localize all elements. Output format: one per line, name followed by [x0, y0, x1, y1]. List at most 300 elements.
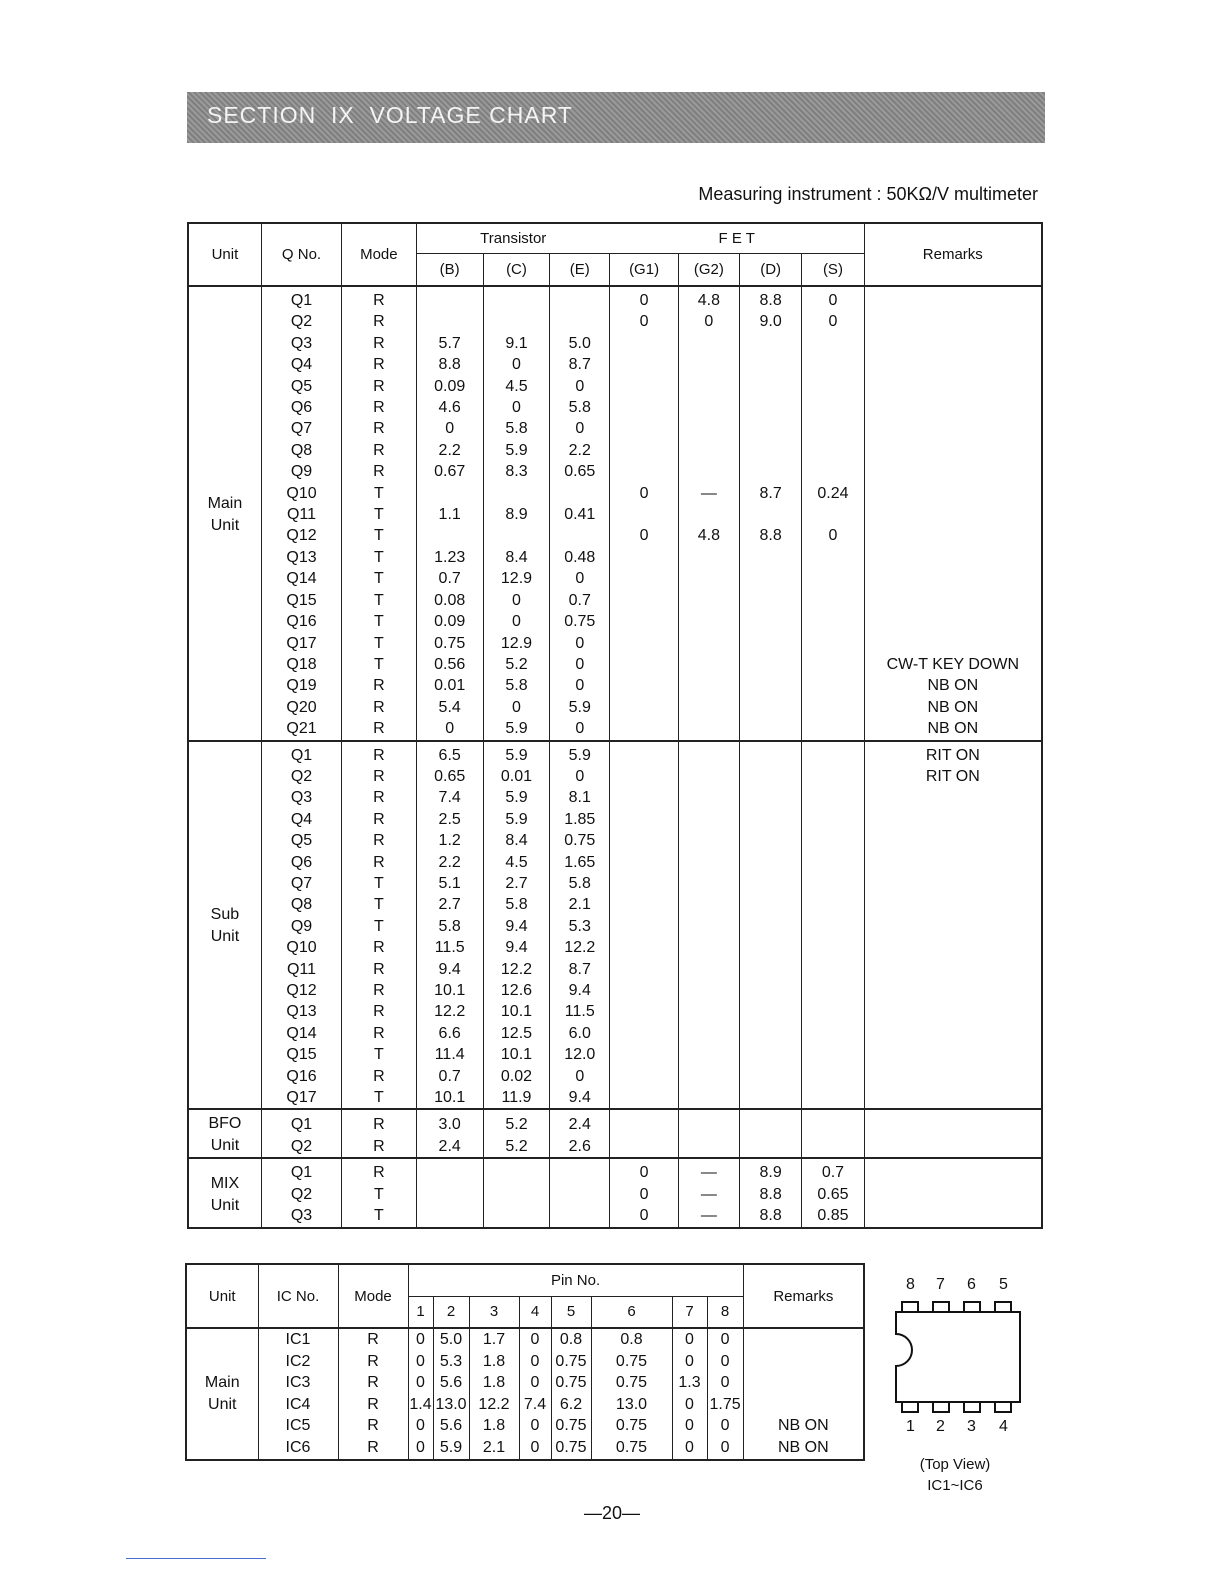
mode-cell: R [338, 1437, 408, 1460]
pin-4-voltage-cell: 0 [519, 1351, 551, 1373]
mode-cell: T [342, 483, 416, 504]
pin-5-voltage-cell: 0.75 [551, 1415, 591, 1437]
table-row [188, 483, 1042, 504]
table-row [188, 525, 1042, 546]
unit-group [188, 1158, 1042, 1227]
pin-4-voltage-cell: 0 [519, 1328, 551, 1351]
caption-top-view: (Top View) [919, 1456, 991, 1473]
ic-header-ic-no: IC No. [258, 1264, 338, 1328]
table-row [188, 333, 1042, 354]
g2-voltage-cell [678, 675, 739, 696]
q-number-cell: Q11 [261, 504, 341, 525]
table-row [188, 675, 1042, 696]
pin-8-voltage-cell: 0 [707, 1415, 743, 1437]
g2-voltage-cell [678, 937, 739, 958]
q-number-cell: Q12 [261, 980, 341, 1001]
q-number-cell: Q14 [261, 568, 341, 589]
g1-voltage-cell [610, 440, 678, 461]
pin-6-voltage-cell: 13.0 [591, 1394, 672, 1416]
d-voltage-cell [740, 461, 802, 482]
b-voltage-cell [416, 1184, 483, 1205]
table-row [188, 547, 1042, 568]
g1-voltage-cell [610, 568, 678, 589]
e-voltage-cell: 0 [550, 568, 610, 589]
e-voltage-cell: 2.1 [550, 894, 610, 915]
b-voltage-cell: 5.8 [416, 916, 483, 937]
remarks-cell [864, 1066, 1042, 1087]
remarks-cell [864, 1023, 1042, 1044]
ic-header-pin-7: 7 [672, 1296, 707, 1328]
b-voltage-cell: 0.65 [416, 766, 483, 787]
q-number-cell: Q2 [261, 1135, 341, 1158]
q-number-cell: Q9 [261, 461, 341, 482]
e-voltage-cell: 5.8 [550, 397, 610, 418]
b-voltage-cell: 2.7 [416, 894, 483, 915]
c-voltage-cell: 5.2 [483, 1109, 549, 1135]
c-voltage-cell: 0.02 [483, 1066, 549, 1087]
table-row [188, 654, 1042, 675]
s-voltage-cell [802, 1109, 864, 1135]
mode-cell: T [342, 590, 416, 611]
e-voltage-cell: 2.6 [550, 1135, 610, 1158]
b-voltage-cell [416, 286, 483, 311]
q-number-cell: Q1 [261, 286, 341, 311]
b-voltage-cell: 9.4 [416, 959, 483, 980]
c-voltage-cell: 0 [483, 354, 549, 375]
q-number-cell: Q2 [261, 1184, 341, 1205]
mode-cell: R [342, 809, 416, 830]
remarks-cell [864, 286, 1042, 311]
s-voltage-cell [802, 787, 864, 808]
q-number-cell: Q9 [261, 916, 341, 937]
s-voltage-cell [802, 1066, 864, 1087]
g2-voltage-cell [678, 418, 739, 439]
header-e: (E) [550, 253, 610, 286]
b-voltage-cell: 5.4 [416, 697, 483, 718]
e-voltage-cell: 0 [550, 418, 610, 439]
table-row [186, 1351, 864, 1373]
q-number-cell: Q17 [261, 1087, 341, 1109]
mode-cell: T [342, 1044, 416, 1065]
pin-6-voltage-cell: 0.75 [591, 1351, 672, 1373]
b-voltage-cell: 7.4 [416, 787, 483, 808]
e-voltage-cell: 0.48 [550, 547, 610, 568]
s-voltage-cell [802, 633, 864, 654]
g1-voltage-cell [610, 397, 678, 418]
table-row [188, 959, 1042, 980]
table-row [188, 1023, 1042, 1044]
s-voltage-cell [802, 894, 864, 915]
remarks-cell [864, 633, 1042, 654]
e-voltage-cell [550, 286, 610, 311]
g1-voltage-cell [610, 830, 678, 851]
g2-voltage-cell [678, 633, 739, 654]
remarks-cell [864, 916, 1042, 937]
remarks-cell [864, 1205, 1042, 1227]
ic-number-cell: IC6 [258, 1437, 338, 1460]
unit-label: Unit [208, 1395, 237, 1413]
g2-voltage-cell: — [678, 1158, 739, 1183]
e-voltage-cell: 0 [550, 654, 610, 675]
table-row [188, 1158, 1042, 1183]
remarks-cell [864, 525, 1042, 546]
e-voltage-cell [550, 525, 610, 546]
table-row [188, 568, 1042, 589]
q-number-cell: Q17 [261, 633, 341, 654]
q-number-cell: Q2 [261, 311, 341, 332]
g1-voltage-cell [610, 1023, 678, 1044]
mode-cell: R [342, 1066, 416, 1087]
remarks-cell [864, 376, 1042, 397]
q-number-cell: Q16 [261, 1066, 341, 1087]
remarks-cell: CW-T KEY DOWN [864, 654, 1042, 675]
pin-label-5: 5 [999, 1276, 1008, 1293]
g1-voltage-cell [610, 611, 678, 632]
table-row [188, 1109, 1042, 1135]
table-row [186, 1328, 864, 1351]
table-row [186, 1394, 864, 1416]
mode-cell: R [338, 1351, 408, 1373]
pin-8-voltage-cell: 0 [707, 1328, 743, 1351]
table-row [188, 461, 1042, 482]
e-voltage-cell: 0.75 [550, 611, 610, 632]
ic-header-pin-no: Pin No. [408, 1264, 743, 1296]
c-voltage-cell: 5.9 [483, 741, 549, 766]
b-voltage-cell: 2.2 [416, 440, 483, 461]
mode-cell: R [338, 1328, 408, 1351]
c-voltage-cell: 10.1 [483, 1044, 549, 1065]
remarks-cell [864, 980, 1042, 1001]
b-voltage-cell: 2.4 [416, 1135, 483, 1158]
d-voltage-cell [740, 809, 802, 830]
c-voltage-cell [483, 1158, 549, 1183]
q-number-cell: Q13 [261, 1001, 341, 1022]
e-voltage-cell: 0.65 [550, 461, 610, 482]
remarks-cell [864, 1184, 1042, 1205]
s-voltage-cell [802, 959, 864, 980]
remarks-cell: NB ON [864, 718, 1042, 740]
g2-voltage-cell [678, 873, 739, 894]
header-s: (S) [802, 253, 864, 286]
remarks-cell [743, 1351, 864, 1373]
remarks-cell [743, 1328, 864, 1351]
mode-cell: R [342, 787, 416, 808]
ic-header-pin-8: 8 [707, 1296, 743, 1328]
b-voltage-cell: 0.67 [416, 461, 483, 482]
d-voltage-cell [740, 418, 802, 439]
e-voltage-cell: 0.41 [550, 504, 610, 525]
e-voltage-cell: 0 [550, 1066, 610, 1087]
transistor-voltage-table [187, 222, 1043, 1229]
ic-header-remarks: Remarks [743, 1264, 864, 1328]
mode-cell: R [342, 461, 416, 482]
s-voltage-cell [802, 354, 864, 375]
d-voltage-cell [740, 830, 802, 851]
page-number: —20— [583, 1503, 641, 1523]
mode-cell: R [342, 376, 416, 397]
mode-cell: R [338, 1415, 408, 1437]
b-voltage-cell: 0.08 [416, 590, 483, 611]
q-number-cell: Q15 [261, 1044, 341, 1065]
table-row [188, 1001, 1042, 1022]
b-voltage-cell: 6.5 [416, 741, 483, 766]
pin-3-voltage-cell: 1.8 [469, 1372, 519, 1394]
g1-voltage-cell [610, 787, 678, 808]
mode-cell: R [342, 418, 416, 439]
header-b: (B) [416, 253, 483, 286]
header-g2: (G2) [678, 253, 739, 286]
remarks-cell: NB ON [864, 697, 1042, 718]
unit-label: Unit [210, 516, 240, 534]
q-number-cell: Q15 [261, 590, 341, 611]
e-voltage-cell: 0 [550, 766, 610, 787]
g1-voltage-cell [610, 1001, 678, 1022]
mode-cell: R [342, 718, 416, 740]
table-row [188, 873, 1042, 894]
remarks-cell [864, 354, 1042, 375]
d-voltage-cell [740, 1044, 802, 1065]
g2-voltage-cell [678, 333, 739, 354]
s-voltage-cell [802, 873, 864, 894]
pin-4-voltage-cell: 0 [519, 1437, 551, 1460]
d-voltage-cell [740, 1087, 802, 1109]
remarks-cell: NB ON [864, 675, 1042, 696]
pin-6-voltage-cell: 0.75 [591, 1437, 672, 1460]
ic-header-pin-1: 1 [408, 1296, 433, 1328]
remarks-cell: NB ON [743, 1437, 864, 1460]
mode-cell: R [342, 1001, 416, 1022]
ic-number-cell: IC2 [258, 1351, 338, 1373]
e-voltage-cell: 8.1 [550, 787, 610, 808]
c-voltage-cell: 0 [483, 590, 549, 611]
b-voltage-cell: 12.2 [416, 1001, 483, 1022]
c-voltage-cell [483, 286, 549, 311]
pin-7-voltage-cell: 0 [672, 1351, 707, 1373]
c-voltage-cell: 4.5 [483, 852, 549, 873]
g2-voltage-cell [678, 894, 739, 915]
pin-2-voltage-cell: 5.3 [433, 1351, 469, 1373]
table-row [188, 504, 1042, 525]
pin-2-voltage-cell: 5.0 [433, 1328, 469, 1351]
c-voltage-cell [483, 311, 549, 332]
remarks-cell [864, 1158, 1042, 1183]
header-d: (D) [740, 253, 802, 286]
g2-voltage-cell [678, 1001, 739, 1022]
table-row [188, 354, 1042, 375]
g2-voltage-cell [678, 611, 739, 632]
d-voltage-cell: 8.8 [740, 286, 802, 311]
ic-header-unit: Unit [186, 1264, 258, 1328]
pin-label-7: 7 [936, 1276, 945, 1293]
g1-voltage-cell: 0 [610, 1184, 678, 1205]
s-voltage-cell: 0.85 [802, 1205, 864, 1227]
q-number-cell: Q13 [261, 547, 341, 568]
b-voltage-cell [416, 525, 483, 546]
pin-7-voltage-cell: 0 [672, 1328, 707, 1351]
q-number-cell: Q5 [261, 376, 341, 397]
mode-cell: R [342, 1023, 416, 1044]
pin-6-voltage-cell: 0.8 [591, 1328, 672, 1351]
q-number-cell: Q2 [261, 766, 341, 787]
g1-voltage-cell [610, 547, 678, 568]
b-voltage-cell: 3.0 [416, 1109, 483, 1135]
g1-voltage-cell [610, 937, 678, 958]
unit-cell [188, 286, 261, 741]
table-row [188, 1066, 1042, 1087]
d-voltage-cell [740, 894, 802, 915]
remarks-cell [864, 311, 1042, 332]
pin-8-voltage-cell: 0 [707, 1437, 743, 1460]
remarks-cell [864, 504, 1042, 525]
pin-label-6: 6 [967, 1276, 976, 1293]
e-voltage-cell: 0 [550, 718, 610, 740]
unit-cell [188, 1158, 261, 1227]
b-voltage-cell: 2.2 [416, 852, 483, 873]
g2-voltage-cell [678, 397, 739, 418]
g2-voltage-cell [678, 718, 739, 740]
pin-1-voltage-cell: 0 [408, 1437, 433, 1460]
table-row [188, 1044, 1042, 1065]
q-number-cell: Q21 [261, 718, 341, 740]
remarks-cell [864, 440, 1042, 461]
remarks-cell [864, 894, 1042, 915]
d-voltage-cell [740, 718, 802, 740]
pin-6-voltage-cell: 0.75 [591, 1372, 672, 1394]
d-voltage-cell [740, 397, 802, 418]
e-voltage-cell: 0 [550, 633, 610, 654]
pin-label-2: 2 [936, 1418, 945, 1435]
e-voltage-cell [550, 311, 610, 332]
d-voltage-cell [740, 852, 802, 873]
s-voltage-cell [802, 590, 864, 611]
g1-voltage-cell [610, 675, 678, 696]
g2-voltage-cell [678, 852, 739, 873]
pin-2-voltage-cell: 5.9 [433, 1437, 469, 1460]
pin-3-voltage-cell: 2.1 [469, 1437, 519, 1460]
mode-cell: T [342, 654, 416, 675]
s-voltage-cell [802, 440, 864, 461]
g1-voltage-cell [610, 894, 678, 915]
c-voltage-cell: 0 [483, 397, 549, 418]
remarks-cell [864, 852, 1042, 873]
q-number-cell: Q6 [261, 397, 341, 418]
footer-rule [126, 1558, 266, 1559]
q-number-cell: Q14 [261, 1023, 341, 1044]
s-voltage-cell: 0.7 [802, 1158, 864, 1183]
remarks-cell [864, 787, 1042, 808]
s-voltage-cell [802, 980, 864, 1001]
g1-voltage-cell [610, 1087, 678, 1109]
ic-header-pin-5: 5 [551, 1296, 591, 1328]
e-voltage-cell: 2.2 [550, 440, 610, 461]
c-voltage-cell [483, 1205, 549, 1227]
pin-8-voltage-cell: 0 [707, 1351, 743, 1373]
b-voltage-cell [416, 483, 483, 504]
s-voltage-cell [802, 1001, 864, 1022]
ic-header-pin-3: 3 [469, 1296, 519, 1328]
table-row [188, 1135, 1042, 1158]
s-voltage-cell [802, 675, 864, 696]
ic-header-mode: Mode [338, 1264, 408, 1328]
b-voltage-cell: 0.75 [416, 633, 483, 654]
pin-2-voltage-cell: 13.0 [433, 1394, 469, 1416]
mode-cell: T [342, 873, 416, 894]
c-voltage-cell: 5.9 [483, 787, 549, 808]
q-number-cell: Q19 [261, 675, 341, 696]
unit-group [188, 741, 1042, 1110]
s-voltage-cell [802, 1087, 864, 1109]
mode-cell: T [342, 568, 416, 589]
d-voltage-cell [740, 916, 802, 937]
pin-5-voltage-cell: 0.8 [551, 1328, 591, 1351]
section-title: SECTION IX VOLTAGE CHART [207, 102, 573, 128]
table-row [188, 376, 1042, 397]
d-voltage-cell: 8.8 [740, 525, 802, 546]
s-voltage-cell [802, 718, 864, 740]
d-voltage-cell [740, 675, 802, 696]
table-row [188, 590, 1042, 611]
g1-voltage-cell [610, 590, 678, 611]
unit-label: BFO [208, 1115, 242, 1133]
q-number-cell: Q6 [261, 852, 341, 873]
remarks-cell [864, 1135, 1042, 1158]
q-number-cell: Q7 [261, 418, 341, 439]
pin-1-voltage-cell: 0 [408, 1372, 433, 1394]
e-voltage-cell: 9.4 [550, 980, 610, 1001]
table-row [188, 286, 1042, 311]
mode-cell: R [342, 959, 416, 980]
c-voltage-cell: 8.4 [483, 547, 549, 568]
remarks-cell [864, 590, 1042, 611]
b-voltage-cell: 10.1 [416, 1087, 483, 1109]
d-voltage-cell [740, 787, 802, 808]
q-number-cell: Q8 [261, 894, 341, 915]
mode-cell: R [342, 354, 416, 375]
e-voltage-cell [550, 1205, 610, 1227]
header-transistor: Transistor [416, 223, 610, 253]
g2-voltage-cell [678, 1023, 739, 1044]
g2-voltage-cell [678, 376, 739, 397]
e-voltage-cell: 2.4 [550, 1109, 610, 1135]
g2-voltage-cell [678, 959, 739, 980]
pin-7-voltage-cell: 0 [672, 1394, 707, 1416]
g2-voltage-cell [678, 809, 739, 830]
q-number-cell: Q1 [261, 1158, 341, 1183]
s-voltage-cell [802, 697, 864, 718]
mode-cell: R [342, 311, 416, 332]
s-voltage-cell [802, 1044, 864, 1065]
g2-voltage-cell [678, 440, 739, 461]
remarks-cell [864, 333, 1042, 354]
b-voltage-cell: 11.4 [416, 1044, 483, 1065]
pin-5-voltage-cell: 6.2 [551, 1394, 591, 1416]
header-fet: F E T [610, 223, 864, 253]
g1-voltage-cell [610, 697, 678, 718]
c-voltage-cell: 9.4 [483, 916, 549, 937]
pin-1-voltage-cell: 1.4 [408, 1394, 433, 1416]
b-voltage-cell: 0 [416, 718, 483, 740]
g1-voltage-cell [610, 980, 678, 1001]
mode-cell: R [342, 980, 416, 1001]
s-voltage-cell [802, 916, 864, 937]
g2-voltage-cell [678, 787, 739, 808]
remarks-cell [864, 937, 1042, 958]
c-voltage-cell: 9.4 [483, 937, 549, 958]
table-row [188, 766, 1042, 787]
q-number-cell: Q3 [261, 787, 341, 808]
remarks-cell [864, 547, 1042, 568]
e-voltage-cell: 8.7 [550, 354, 610, 375]
